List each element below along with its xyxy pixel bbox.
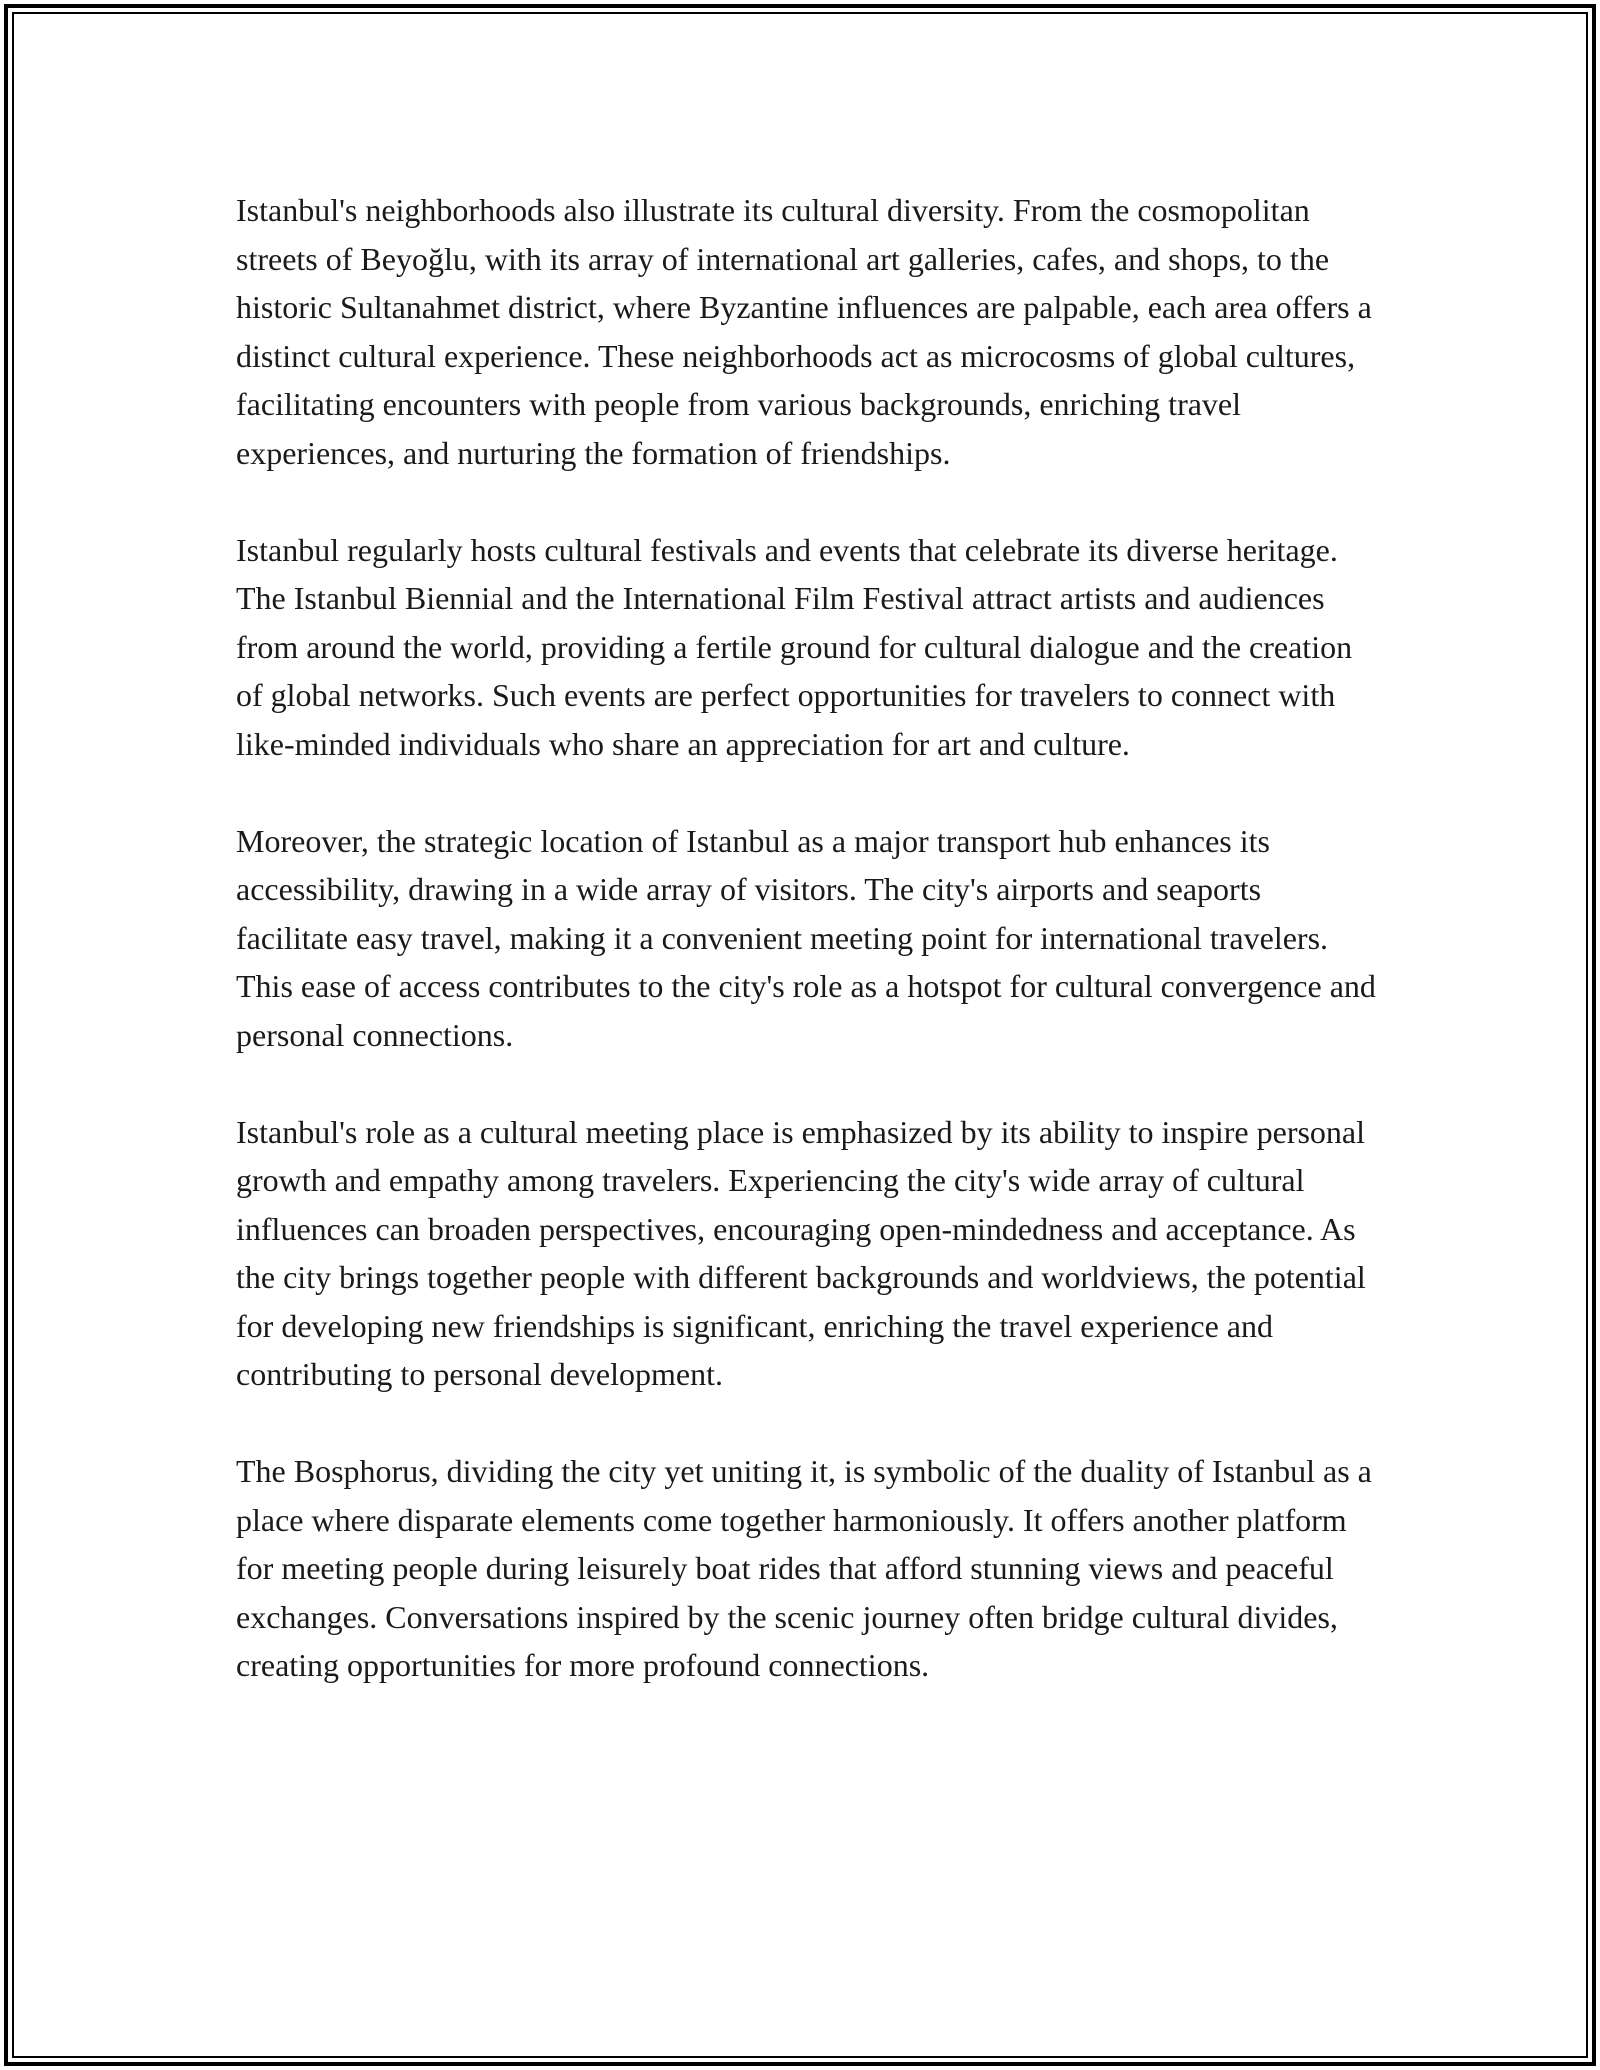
paragraph-neighborhoods: Istanbul's neighborhoods also illustrate its cultural diversity. From the cosmopolitan streets of Beyoğlu, with its array of international art galleries, cafes, and shops, to the historic Sultanahmet district, where Byzantine influences are palpable, each area offers a distinct cultural experience. These neighborhoods act as microcosms of global cultures, facilitating encounters with people from various backgrounds, enriching travel experiences, and nurturing the formation of friendships. — [236, 192, 1372, 471]
paragraph-festivals: Istanbul regularly hosts cultural festivals and events that celebrate its diverse heritage. The Istanbul Biennial and the International Film Festival attract artists and audiences from around the world, providing a fertile ground for cultural dialogue and the creation of global networks. Such events are perfect opportunities for travelers to connect with like-minded individuals who share an appreciation for art and culture. — [236, 531, 1353, 762]
paragraph-transport-hub: Moreover, the strategic location of Istanbul as a major transport hub enhances its accessibility, drawing in a wide array of visitors. The city's airports and seaports facilitate easy travel, making it a convenient meeting point for international travelers. This ease of access contributes to the city's role as a hotspot for cultural convergence and personal connections. — [236, 822, 1376, 1053]
document-body — [236, 186, 1376, 1738]
paragraph-bosphorus: The Bosphorus, dividing the city yet uniting it, is symbolic of the duality of Istanbul as a place where disparate elements come together harmoniously. It offers another platform for meeting people during leisurely boat rides that afford stunning views and peaceful exchanges. Conversations inspired by the scenic journey often bridge cultural divides, creating opportunities for more profound connections. — [236, 1453, 1372, 1683]
paragraph-personal-growth: Istanbul's role as a cultural meeting place is emphasized by its ability to inspire personal growth and empathy among travelers. Experiencing the city's wide array of cultural influences can broaden perspectives, encouraging open-mindedness and acceptance. As the city brings together people with different backgrounds and worldviews, the potential for developing new friendships is significant, enriching the travel experience and contributing to personal development. — [236, 1113, 1366, 1392]
